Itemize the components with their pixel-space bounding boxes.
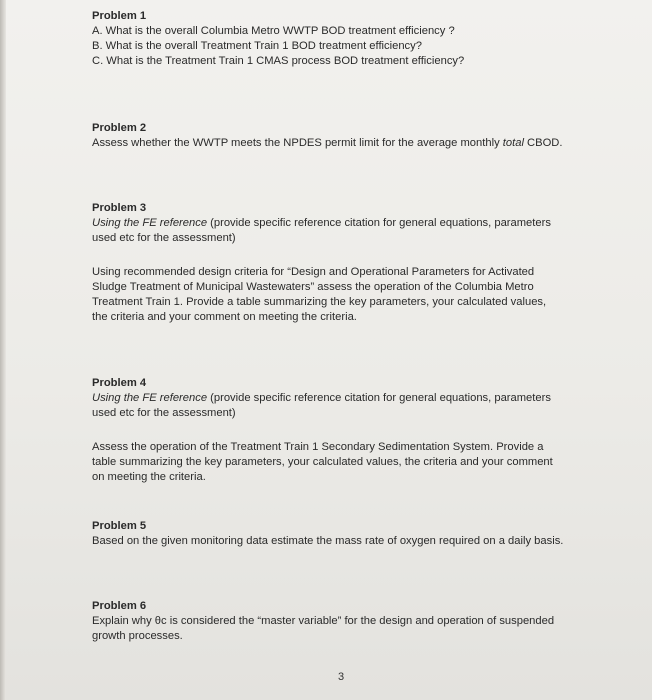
page-number: 3 bbox=[338, 671, 345, 683]
problem-4-reference-line2: used etc for the assessment) bbox=[92, 407, 236, 419]
problem-4-reference bbox=[92, 391, 592, 406]
problem-1-item-b: B. What is the overall Treatment Train 1 BOD treatment efficiency? bbox=[92, 40, 422, 52]
problem-4-line-3: on meeting the criteria. bbox=[92, 471, 206, 483]
problem-6-line-1: Explain why θc is considered the “master variable” for the design and operation of suspended bbox=[92, 615, 555, 627]
problem-4 bbox=[92, 376, 592, 485]
problem-1 bbox=[92, 9, 592, 69]
problem-3-line-4: the criteria and your comment on meeting the criteria. bbox=[92, 311, 357, 323]
problem-3-title: Problem 3 bbox=[92, 202, 147, 214]
problem-3 bbox=[92, 201, 592, 325]
problem-1-item-a: A. What is the overall Columbia Metro WWTP BOD treatment efficiency ? bbox=[92, 25, 455, 37]
problem-5-text: Based on the given monitoring data estimate the mass rate of oxygen required on a daily basis. bbox=[92, 535, 564, 547]
problem-1-item-c: C. What is the Treatment Train 1 CMAS process BOD treatment efficiency? bbox=[92, 55, 465, 67]
problem-2-text-before: Assess whether the WWTP meets the NPDES permit limit for the average monthly bbox=[92, 137, 503, 149]
problem-4-reference-rest: (provide specific reference citation for general equations, parameters bbox=[207, 392, 551, 404]
problem-3-reference-italic: Using the FE reference bbox=[92, 217, 208, 229]
problem-1-title: Problem 1 bbox=[92, 10, 147, 22]
problem-2-text-italic: total bbox=[502, 137, 524, 149]
problem-5 bbox=[92, 519, 592, 549]
problem-4-title: Problem 4 bbox=[92, 377, 147, 389]
problem-4-line-1: Assess the operation of the Treatment Train 1 Secondary Sedimentation System. Provide a bbox=[92, 441, 544, 453]
problem-5-title: Problem 5 bbox=[92, 520, 147, 532]
problem-4-line-2: table summarizing the key parameters, your calculated values, the criteria and your comment bbox=[92, 456, 553, 468]
problem-3-reference-rest: (provide specific reference citation for general equations, parameters bbox=[207, 217, 551, 229]
problem-2-title: Problem 2 bbox=[92, 122, 147, 134]
problem-3-line-3: Treatment Train 1. Provide a table summarizing the key parameters, your calculated values, bbox=[92, 296, 547, 308]
problem-3-reference-line2: used etc for the assessment) bbox=[92, 232, 236, 244]
problem-3-line-1: Using recommended design criteria for “Design and Operational Parameters for Activated bbox=[92, 266, 535, 278]
problem-3-reference bbox=[92, 216, 592, 231]
problem-2-text-after: CBOD. bbox=[523, 137, 563, 149]
problem-2-text bbox=[92, 136, 592, 151]
problem-2 bbox=[92, 121, 592, 151]
problem-4-reference-italic: Using the FE reference bbox=[92, 392, 208, 404]
page-edge-shadow bbox=[0, 0, 6, 700]
problem-6-line-2: growth processes. bbox=[92, 630, 183, 642]
problem-6-title: Problem 6 bbox=[92, 600, 147, 612]
problem-3-line-2: Sludge Treatment of Municipal Wastewaters” assess the operation of the Columbia Metro bbox=[92, 281, 534, 293]
problem-6 bbox=[92, 599, 592, 644]
